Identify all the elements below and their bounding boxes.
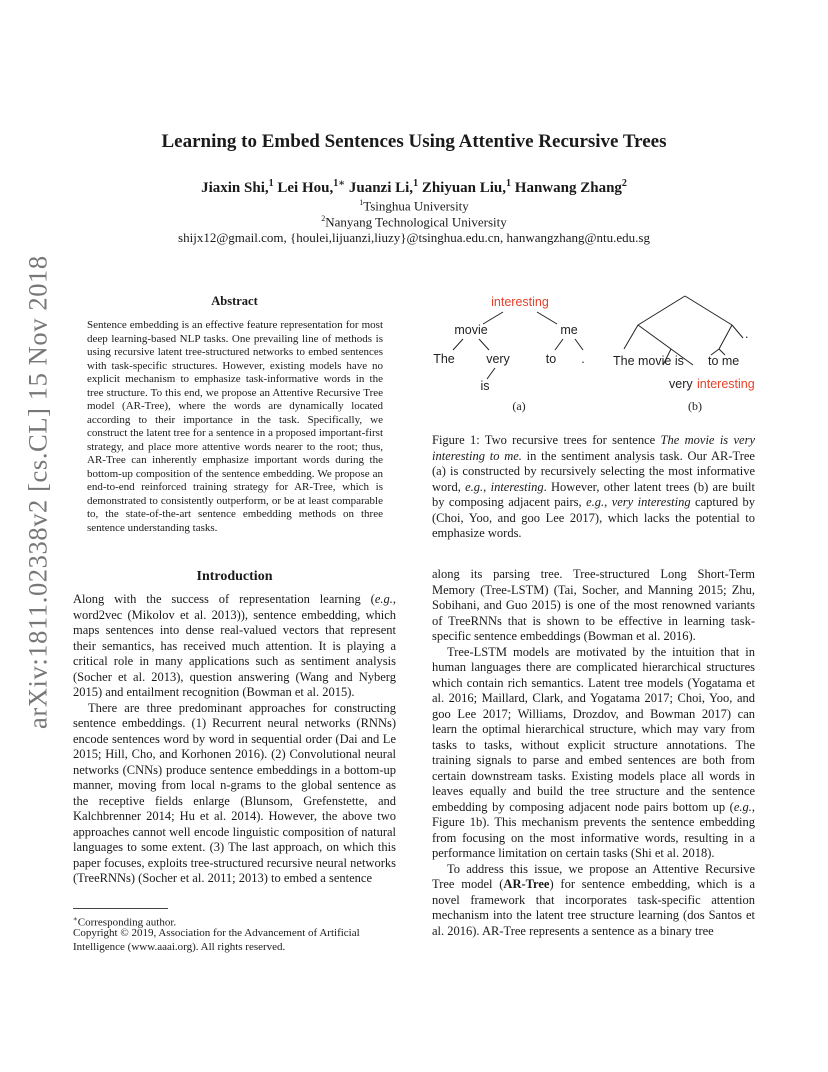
tree-b-leaf-highlight: interesting bbox=[697, 377, 755, 391]
paragraph: To address this issue, we propose an Attentive Recursive Tree model (AR-Tree) for sentence embedding, which is a novel framework that incorporates task-specific attention mechanism into the latent tree structure learning (dos Santos et al. 2016). AR-Tree represents a sentence as a binary tree bbox=[432, 861, 755, 938]
paragraph: Tree-LSTM models are motivated by the intuition that in human languages there are complicated hierarchical structures which contain rich semantics. Latent tree models (Yogatama et al. 2016; Maillard, Clark, and Yogatama 2017; Choi, Yoo, and goo Lee 2017; Williams, Drozdov, and Bowman 2017) can learn the optimal hierarchical structure, which may vary from tasks to tasks, without explicit structure annotations. The training signals to parse and embed sentences are both from certain downstream tasks. Existing models place all words in leaves equally and build the tree structure and the sentence embedding by composing adjacent node pairs bottom up (e.g., Figure 1b). This mechanism prevents the sentence embedding from focusing on the most informative words, resulting in a performance limitation on certain tasks (Shi et al. 2018). bbox=[432, 644, 755, 860]
author: Lei Hou,$^{1∗}$ bbox=[277, 178, 346, 196]
paragraph: along its parsing tree. Tree-structured Long Short-Term Memory (Tree-LSTM) (Tai, Socher, and Manning 2015; Zhu, Sobihani, and Guo 2015) is one of the most renowned variants of TreeRNNs that is shown to be effective in learning task-specific sentence embeddings (Bowman et al. 2016). bbox=[432, 567, 755, 643]
tree-a-leaf: The bbox=[433, 352, 455, 366]
author-list bbox=[0, 178, 828, 197]
section-heading: Introduction bbox=[196, 569, 273, 584]
tree-a-leaf: is bbox=[480, 379, 490, 393]
right-column bbox=[432, 567, 755, 939]
tree-a-root: interesting bbox=[491, 295, 549, 309]
author: Juanzi Li,$^1$ bbox=[348, 178, 419, 196]
tree-a bbox=[433, 295, 585, 413]
copyright-notice: Copyright © 2019, Association for the Advancement of Artificial Intelligence (www.aaai.org). All rights reserved. bbox=[73, 927, 360, 953]
paper-title: Learning to Embed Sentences Using Attentive Recursive Trees bbox=[161, 131, 667, 152]
author: Zhiyuan Liu,$^1$ bbox=[421, 178, 512, 196]
affiliation: $^1$Tsinghua University bbox=[359, 198, 469, 214]
tree-b-leaf: . bbox=[745, 327, 749, 341]
paragraph: Along with the success of representation learning (e.g., word2vec (Mikolov et al. 2013)), sentence embedding, which maps sentences into dense real-valued vectors that represent their semantics, has received much attention. It is playing a critical role in many applications such as sentiment analysis (Socher et al. 2013), question answering (Wang and Nyberg 2015) and entailment recognition (Bowman et al. 2015). bbox=[73, 592, 396, 699]
tree-a-leaf: . bbox=[581, 352, 585, 366]
tree-b-leaf: to me bbox=[708, 354, 740, 368]
footnote-rule bbox=[73, 908, 168, 909]
tree-b-leaf: very bbox=[669, 377, 693, 391]
tree-b-leaf: The movie is bbox=[613, 354, 684, 368]
paragraph: There are three predominant approaches for constructing sentence embeddings. (1) Recurrent neural networks (RNNs) encode sentences word by word in sequential order (Dai and Le 2015; Hill, Cho, and Korhonen 2016). (2) Convolutional neural networks (CNNs) produce sentence embeddings in a bottom-up manner, moving from local n-grams to the global sentence as the receptive fields enlarge (Blunsom, Grefenstette, and Kalchbrenner 2014; Hu et al. 2014). However, the above two approaches cannot well encode linguistic composition of natural languages to some extent. (3) The last approach, on which this paper focuses, exploits tree-structured recursive neural networks (TreeRNNs) (Socher et al. 2011; 2013) to embed a sentence bbox=[73, 700, 396, 885]
tree-a-node-movie: movie bbox=[454, 323, 488, 337]
footnote: ∗Corresponding author. bbox=[73, 915, 177, 929]
author-emails: shijx12@gmail.com, {houlei,lijuanzi,liuzy}@tsinghua.edu.cn, hanwangzhang@ntu.edu.sg bbox=[178, 230, 650, 245]
abstract-heading: Abstract bbox=[211, 294, 258, 308]
author: Jiaxin Shi,$^1$ bbox=[201, 178, 274, 196]
subfigure-label-a: (a) bbox=[512, 399, 526, 413]
left-column bbox=[73, 592, 396, 887]
author: Hanwang Zhang$^2$ bbox=[514, 178, 627, 196]
tree-b bbox=[613, 296, 755, 413]
abstract-text: Sentence embedding is an effective feature representation for most deep learning-based NLP tasks. One prevailing line of methods is using recursive latent tree-structured networks to embed sentences with task-specific structures. However, existing models have no explicit mechanism to emphasize task-informative words in the tree structure. To this end, we propose an Attentive Recursive Tree model (AR-Tree), where the words are dynamically located according to their importance in the task. Specifically, we construct the latent tree for a sentence in a proposed important-first strategy, and place more attentive words nearer to the root; thus, AR-Tree can inherently emphasize important words during the bottom-up composition of the sentence embedding. We propose an end-to-end reinforced training strategy for AR-Tree, which is demonstrated to consistently outperform, or be at least comparable to, the state-of-the-art sentence embedding methods on three sentence understanding tasks. bbox=[87, 319, 383, 534]
figure-caption: Figure 1: Two recursive trees for sentence The movie is very interesting to me. in the sentiment analysis task. Our AR-Tree (a) is constructed by recursively selecting the most informative word, e.g., interesting. However, other latent trees (b) are built by composing adjacent pairs, e.g., very interesting captured by (Choi, Yoo, and goo Lee 2017), which lacks the potential to emphasize words. bbox=[432, 433, 756, 540]
tree-a-node-very: very bbox=[486, 352, 510, 366]
figure-1 bbox=[425, 288, 765, 413]
tree-a-leaf: to bbox=[545, 352, 557, 366]
tree-a-node-me: me bbox=[560, 323, 578, 337]
affiliation: $^2$Nanyang Technological University bbox=[321, 214, 507, 230]
subfigure-label-b: (b) bbox=[688, 399, 702, 413]
arxiv-stamp: arXiv:1811.02338v2 [cs.CL] 15 Nov 2018 bbox=[22, 255, 53, 729]
